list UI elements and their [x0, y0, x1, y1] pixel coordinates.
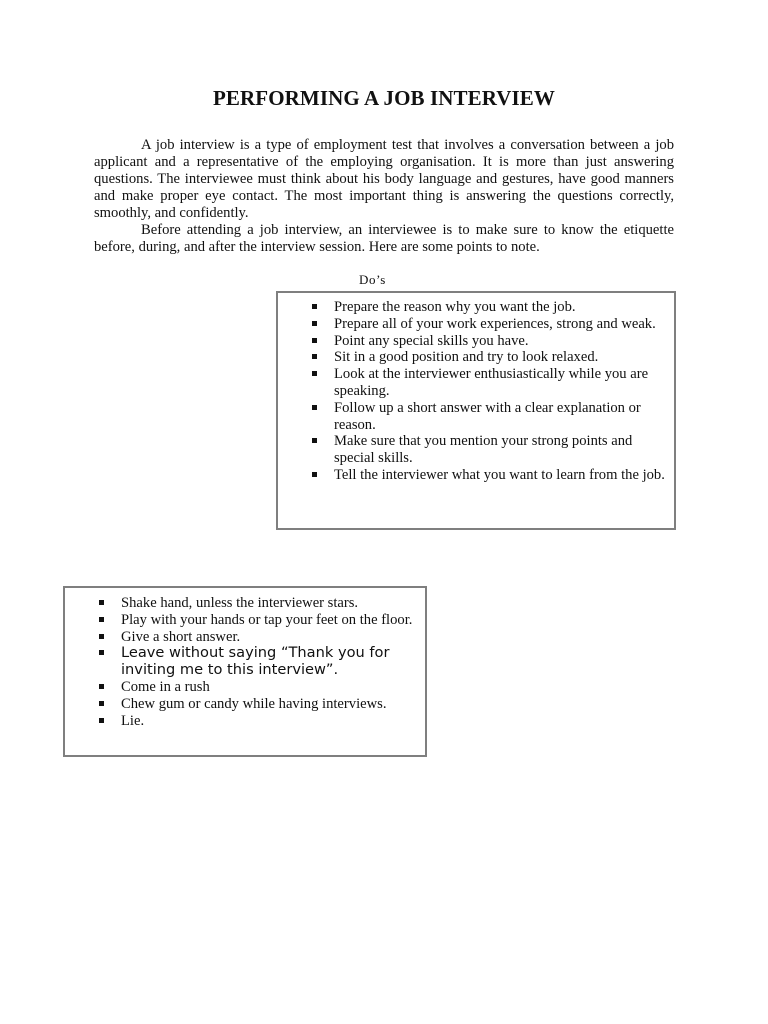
dos-box — [276, 291, 676, 530]
donts-item-text: Give a short answer. — [121, 628, 241, 645]
dos-item-text: Prepare the reason why you want the job. — [334, 299, 576, 315]
donts-item — [65, 595, 425, 612]
square-bullet-icon — [312, 438, 317, 443]
donts-list — [65, 595, 425, 729]
square-bullet-icon — [99, 650, 104, 655]
donts-item-text: Chew gum or candy while having interviews. — [121, 695, 387, 712]
dos-item — [278, 366, 674, 400]
square-bullet-icon — [312, 472, 317, 477]
intro-text — [94, 137, 674, 256]
intro-paragraph-1: A job interview is a type of employment test that involves a conversation between a job applicant and a representative of the employing organisation. It is more than just answering questions. The interviewee must think about his body language and gestures, have good manners and make proper eye contact. The most important thing is answering the questions correctly, smoothly, and confidently. — [94, 137, 674, 221]
dos-label: Do’s — [359, 272, 386, 287]
dos-item-text: Point any special skills you have. — [334, 332, 529, 349]
dos-item — [278, 467, 674, 484]
donts-item-text: Shake hand, unless the interviewer stars. — [121, 595, 359, 611]
dos-item — [278, 400, 674, 434]
donts-item-text: Come in a rush — [121, 678, 210, 695]
dos-item-text: Follow up a short answer with a clear explanation or reason. — [334, 399, 641, 433]
dos-item-text: Make sure that you mention your strong points and special skills. — [334, 433, 633, 467]
donts-item-text: Lie. — [121, 712, 145, 729]
square-bullet-icon — [312, 354, 317, 359]
document-title: PERFORMING A JOB INTERVIEW — [213, 86, 555, 110]
square-bullet-icon — [99, 617, 104, 622]
square-bullet-icon — [99, 718, 104, 723]
square-bullet-icon — [99, 600, 104, 605]
dos-item — [278, 316, 674, 333]
dos-item — [278, 299, 674, 316]
dos-item-text: Look at the interviewer enthusiastically while you are speaking. — [334, 366, 649, 399]
square-bullet-icon — [312, 405, 317, 410]
donts-item-text: Play with your hands or tap your feet on the floor. — [121, 611, 413, 628]
intro-paragraph-2: Before attending a job interview, an interviewee is to make sure to know the etiquette before, during, and after the interview session. Here are some points to note. — [94, 222, 674, 255]
donts-box — [63, 586, 427, 757]
donts-item-text: Leave without saying “Thank you for inviting me to this interview”. — [121, 644, 390, 679]
square-bullet-icon — [312, 338, 317, 343]
dos-item — [278, 349, 674, 366]
square-bullet-icon — [312, 304, 317, 309]
dos-item-text: Prepare all of your work experiences, strong and weak. — [334, 315, 656, 332]
donts-item — [65, 696, 425, 713]
square-bullet-icon — [312, 371, 317, 376]
square-bullet-icon — [99, 701, 104, 706]
donts-item — [65, 645, 425, 679]
donts-item — [65, 713, 425, 730]
donts-item — [65, 612, 425, 629]
dos-item-text: Sit in a good position and try to look relaxed. — [334, 349, 599, 366]
donts-item — [65, 679, 425, 696]
square-bullet-icon — [99, 634, 104, 639]
dos-item-text: Tell the interviewer what you want to learn from the job. — [334, 466, 665, 483]
square-bullet-icon — [99, 684, 104, 689]
donts-item — [65, 629, 425, 646]
square-bullet-icon — [312, 321, 317, 326]
dos-item — [278, 433, 674, 467]
dos-item — [278, 333, 674, 350]
dos-list — [278, 299, 674, 484]
